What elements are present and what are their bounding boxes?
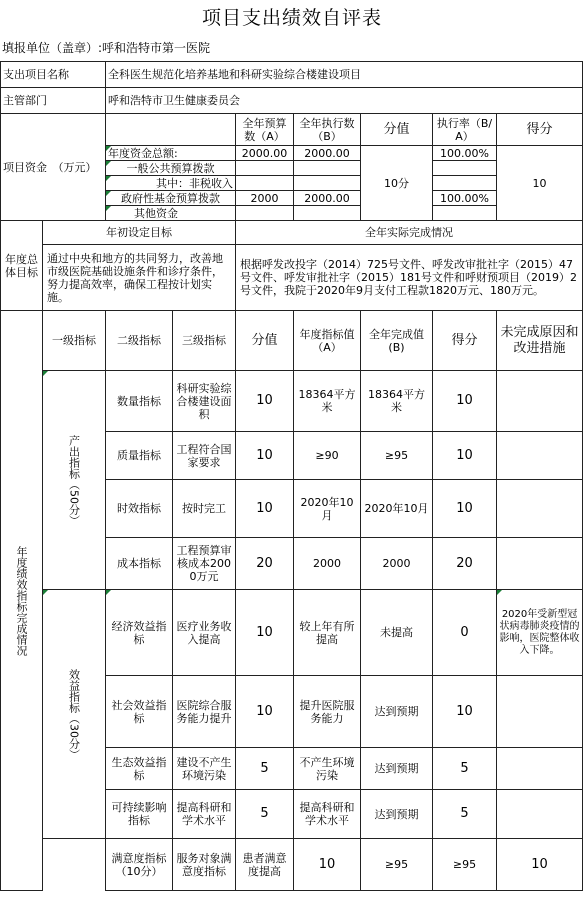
funds-header-rate: 执行率（B/A） <box>433 114 497 146</box>
row-target: 不产生环境污染 <box>294 748 361 790</box>
fill-unit: 填报单位（盖章）:呼和浩特市第一医院 <box>2 41 211 55</box>
row-score: 20 <box>236 538 294 590</box>
row-l3: 医疗业务收入提高 <box>173 590 236 676</box>
row-target: 提升医院服务能力 <box>294 676 361 748</box>
group-l1-benefit: 效益指标（30分） <box>43 590 106 839</box>
fund-row-budget: 2000 <box>236 191 294 206</box>
row-l2: 生态效益指标 <box>106 748 173 790</box>
row-got: 10 <box>497 839 583 891</box>
row-actual: ≥95 <box>361 432 433 480</box>
row-reason: 2020年受新型冠状病毒肺炎疫情的影响，医院整体收入下降。 <box>497 590 583 676</box>
row-l3: 医院综合服务能力提升 <box>173 676 236 748</box>
fund-row-exec <box>294 206 361 221</box>
fund-row-budget: 2000.00 <box>236 146 294 161</box>
row-score: 10 <box>236 432 294 480</box>
row-actual: 未提高 <box>361 590 433 676</box>
row-target: 2000 <box>294 538 361 590</box>
row-reason <box>497 748 583 790</box>
row-actual: 达到预期 <box>361 748 433 790</box>
row-target: 2020年10月 <box>294 480 361 538</box>
funds-header-blank <box>106 114 236 146</box>
project-name: 全科医生规范化培养基地和科研实验综合楼建设项目 <box>106 62 583 88</box>
row-reason <box>497 790 583 839</box>
row-l3: 提高科研和学术水平 <box>173 790 236 839</box>
row-l3: 建设不产生环境污染 <box>173 748 236 790</box>
evaluation-table <box>0 61 583 891</box>
fund-row-name: 年度资金总额: <box>106 146 236 161</box>
row-reason <box>497 538 583 590</box>
fund-row-rate: 100.00% <box>433 146 497 161</box>
row-target: ≥90 <box>294 432 361 480</box>
row-got: 10 <box>433 676 497 748</box>
row-score: 10 <box>294 839 361 891</box>
row-actual: ≥95 <box>433 839 497 891</box>
header-l2: 二级指标 <box>106 311 173 371</box>
row-target: 18364平方米 <box>294 371 361 432</box>
fund-row-budget <box>236 161 294 176</box>
row-score: 10 <box>236 480 294 538</box>
row-l3: 患者满意度提高 <box>236 839 294 891</box>
indicators-side-label: 年度绩效指标完成情况 <box>1 311 43 891</box>
fund-row-exec: 2000.00 <box>294 191 361 206</box>
row-score: 10 <box>236 676 294 748</box>
funds-got: 10 <box>497 146 583 221</box>
header-actual: 全年完成值(B) <box>361 311 433 371</box>
fund-row-name: 其中：非税收入 <box>106 176 236 191</box>
fund-row-name: 其他资金 <box>106 206 236 221</box>
row-reason <box>497 676 583 748</box>
fund-row-exec <box>294 161 361 176</box>
fund-row-rate <box>433 176 497 191</box>
fund-row-name: 一般公共预算拨款 <box>106 161 236 176</box>
dept-label: 主管部门 <box>1 88 106 114</box>
row-got: 0 <box>433 590 497 676</box>
fund-row-name: 政府性基金预算拨款 <box>106 191 236 206</box>
row-score: 10 <box>236 371 294 432</box>
funds-header-score: 分值 <box>361 114 433 146</box>
header-reason: 未完成原因和改进措施 <box>497 311 583 371</box>
row-got: 5 <box>433 748 497 790</box>
fund-row-rate: 100.00% <box>433 191 497 206</box>
row-score: 5 <box>236 748 294 790</box>
row-score: 10 <box>236 590 294 676</box>
row-l2: 服务对象满意度指标 <box>173 839 236 891</box>
group-l1-satisfaction: 满意度指标（10分） <box>106 839 173 891</box>
fund-row-budget <box>236 206 294 221</box>
row-l2: 可持续影响指标 <box>106 790 173 839</box>
row-reason <box>497 480 583 538</box>
header-target: 年度指标值（A） <box>294 311 361 371</box>
row-target: ≥95 <box>361 839 433 891</box>
row-actual: 达到预期 <box>361 790 433 839</box>
goals-actual-text: 根据呼发改投字（2014）725号文件、呼发改审批社字（2015）47号文件、呼发审批社字（2015）181号文件和呼财预项目（2019）2号文件，我院于2020年9月支付工程款1820万元、180万元。 <box>236 245 583 311</box>
fund-row-rate <box>433 161 497 176</box>
group-l1-output: 产出指标（50分） <box>43 371 106 590</box>
row-target: 较上年有所提高 <box>294 590 361 676</box>
row-target: 提高科研和学术水平 <box>294 790 361 839</box>
row-reason <box>497 371 583 432</box>
funds-score: 10分 <box>361 146 433 221</box>
row-actual: 18364平方米 <box>361 371 433 432</box>
fund-row-rate <box>433 206 497 221</box>
row-got: 10 <box>433 432 497 480</box>
header-got: 得分 <box>433 311 497 371</box>
fund-row-budget <box>236 176 294 191</box>
fund-row-exec: 2000.00 <box>294 146 361 161</box>
row-actual: 达到预期 <box>361 676 433 748</box>
page-title: 项目支出绩效自评表 <box>201 7 382 29</box>
row-l3: 工程符合国家要求 <box>173 432 236 480</box>
header-l3: 三级指标 <box>173 311 236 371</box>
row-actual: 2020年10月 <box>361 480 433 538</box>
dept-name: 呼和浩特市卫生健康委员会 <box>106 88 583 114</box>
row-got: 20 <box>433 538 497 590</box>
row-score: 5 <box>236 790 294 839</box>
row-got: 5 <box>433 790 497 839</box>
row-got: 10 <box>433 480 497 538</box>
goals-actual-header: 全年实际完成情况 <box>236 221 583 245</box>
goals-plan-header: 年初设定目标 <box>43 221 236 245</box>
project-name-label: 支出项目名称 <box>1 62 106 88</box>
header-score: 分值 <box>236 311 294 371</box>
row-l2: 时效指标 <box>106 480 173 538</box>
row-l2: 社会效益指标 <box>106 676 173 748</box>
row-l3: 工程预算审核成本2000万元 <box>173 538 236 590</box>
fund-row-exec <box>294 176 361 191</box>
row-actual: 2000 <box>361 538 433 590</box>
goals-label: 年度总体目标 <box>1 221 43 311</box>
header-l1: 一级指标 <box>43 311 106 371</box>
row-l2: 数量指标 <box>106 371 173 432</box>
row-l2: 质量指标 <box>106 432 173 480</box>
funds-label: 项目资金 （万元） <box>1 114 106 221</box>
indicators-side-continued <box>43 839 106 891</box>
goals-plan-text: 通过中央和地方的共同努力，改善地市级医院基础设施条件和诊疗条件，努力提高效率，确保工程按计划实施。 <box>43 245 236 311</box>
row-reason <box>497 432 583 480</box>
row-l3: 科研实验综合楼建设面积 <box>173 371 236 432</box>
row-l3: 按时完工 <box>173 480 236 538</box>
row-l2: 经济效益指标 <box>106 590 173 676</box>
funds-header-budget: 全年预算数（A） <box>236 114 294 146</box>
row-l2: 成本指标 <box>106 538 173 590</box>
funds-header-exec: 全年执行数（B） <box>294 114 361 146</box>
row-got: 10 <box>433 371 497 432</box>
funds-header-got: 得分 <box>497 114 583 146</box>
